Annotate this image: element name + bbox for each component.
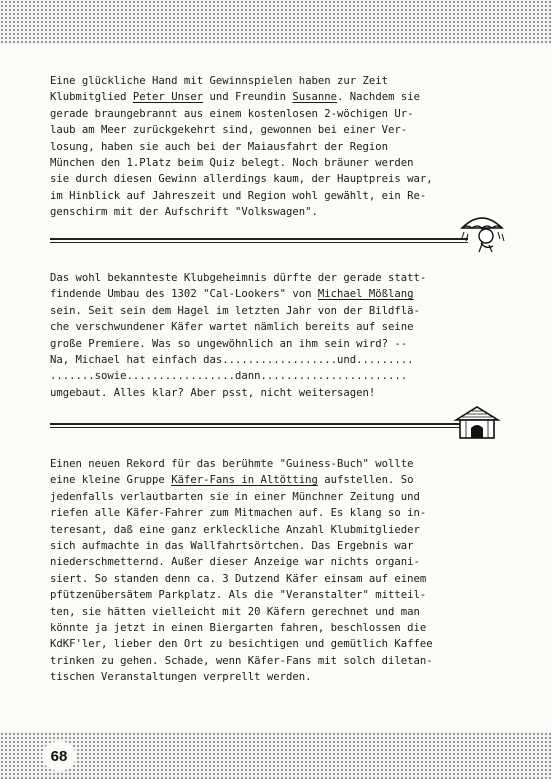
text-segment: könnte ja jetzt in einen Biergarten fahren, beschlossen die <box>50 622 427 635</box>
text-line <box>50 571 480 587</box>
text-segment: Klubmitglied <box>50 91 133 104</box>
text-segment: jedenfalls verlautbarten sie in einer Münchner Zeitung und <box>50 490 420 503</box>
text-segment: große Premiere. Was so ungewöhnlich an ihm sein wird? -- <box>50 337 408 350</box>
text-line <box>50 73 480 89</box>
text-segment: laub am Meer zurückgekehrt sind, gewonnen bei einer Ver- <box>50 124 408 137</box>
text-segment: und Freundin <box>203 91 293 104</box>
section-divider <box>50 423 460 429</box>
underlined-name: Peter Unser <box>132 91 204 104</box>
text-line <box>50 204 480 220</box>
text-line <box>50 336 480 352</box>
text-line <box>50 653 480 669</box>
underlined-name: Michael Mößlang <box>317 288 414 301</box>
text-line <box>50 522 480 538</box>
text-line <box>50 139 480 155</box>
text-segment: . Nachdem sie <box>337 91 420 104</box>
text-segment: aufstellen. So <box>317 474 414 487</box>
text-line <box>50 368 480 384</box>
text-segment: Das wohl bekannteste Klubgeheimnis dürfte der gerade statt- <box>50 272 427 284</box>
text-segment: München den 1.Platz beim Quiz belegt. Noch bräuner werden <box>50 157 414 170</box>
text-segment: ten, sie hätten vielleicht mit 20 Käfern gerechnet und man <box>50 605 420 618</box>
umbrella-figure-icon <box>456 208 508 256</box>
text-line <box>50 188 480 204</box>
text-segment: siert. So standen denn ca. 3 Dutzend Käfer einsam auf einem <box>50 572 427 585</box>
bottom-dotted-band <box>0 732 551 779</box>
text-line <box>50 155 480 171</box>
text-line <box>50 538 480 554</box>
text-segment: gerade braungebrannt aus einem kostenlosen 2-wöchigen Ur- <box>50 107 414 120</box>
kennel-icon <box>452 404 502 442</box>
text-segment: .......sowie.................dann....................... <box>50 370 408 383</box>
text-segment: trinken zu gehen. Schade, wenn Käfer-Fans mit solch diletan- <box>50 654 433 667</box>
text-line <box>50 385 480 401</box>
text-segment: eine kleine Gruppe <box>50 474 172 487</box>
text-segment: sie durch diesen Gewinn allerdings kaum, der Hauptpreis war, <box>50 173 433 186</box>
text-segment: genschirm mit der Aufschrift "Volkswagen". <box>50 206 318 219</box>
text-line <box>50 554 480 570</box>
page-number: 68 <box>42 741 76 771</box>
text-line <box>50 286 480 302</box>
text-segment: tischen Veranstaltungen verprellt werden. <box>50 671 312 684</box>
text-segment: findende Umbau des 1302 "Cal-Lookers" von <box>50 288 318 301</box>
text-line <box>50 89 480 105</box>
text-line <box>50 319 480 335</box>
text-line <box>50 171 480 187</box>
text-segment: pfützenübersätem Parkplatz. Als die "Veranstalter" mitteil- <box>50 589 427 602</box>
text-line <box>50 122 480 138</box>
text-line <box>50 303 480 319</box>
text-line <box>50 270 480 286</box>
text-segment: Eine glückliche Hand mit Gewinnspielen haben zur Zeit <box>50 75 389 87</box>
text-segment: niederschmetternd. Außer dieser Anzeige war nichts organi- <box>50 556 420 569</box>
text-line <box>50 489 480 505</box>
text-segment: Na, Michael hat einfach das..................und......... <box>50 354 414 367</box>
text-line <box>50 456 480 472</box>
text-line <box>50 106 480 122</box>
text-line <box>50 636 480 652</box>
text-line <box>50 669 480 685</box>
text-segment: KdKF'ler, lieber den Ort zu besichtigen und gemütlich Kaffee <box>50 638 433 651</box>
text-segment: sich aufmachte in das Wallfahrtsörtchen. Das Ergebnis war <box>50 540 414 553</box>
text-line <box>50 587 480 603</box>
text-line <box>50 472 480 488</box>
section-divider <box>50 238 468 244</box>
text-segment: Einen neuen Rekord für das berühmte "Guiness-Buch" wollte <box>50 458 414 470</box>
text-segment: im Hinblick auf Jahreszeit und Region wohl gewählt, ein Re- <box>50 189 427 202</box>
text-line <box>50 604 480 620</box>
text-line <box>50 352 480 368</box>
text-segment: teresant, daß eine ganz erkleckliche Anzahl Klubmitglieder <box>50 523 420 536</box>
text-segment: umgebaut. Alles klar? Aber psst, nicht weitersagen! <box>50 386 376 399</box>
text-line <box>50 620 480 636</box>
text-segment: sein. Seit sein dem Hagel im letzten Jahr von der Bildflä- <box>50 304 420 317</box>
text-segment: riefen alle Käfer-Fahrer zum Mitmachen auf. Es klang so in- <box>50 507 427 520</box>
paragraph-guinness-record <box>50 456 480 686</box>
paragraph-raffle-winners <box>50 73 480 221</box>
text-segment: che verschwundener Käfer wartet nämlich bereits auf seine <box>50 321 414 334</box>
paragraph-club-secret <box>50 270 480 401</box>
text-segment: losung, haben sie auch bei der Maiausfahrt der Region <box>50 140 389 153</box>
top-dotted-band <box>0 0 551 44</box>
text-line <box>50 505 480 521</box>
underlined-name: Susanne <box>292 91 338 104</box>
underlined-name: Käfer-Fans in Altötting <box>171 474 318 487</box>
